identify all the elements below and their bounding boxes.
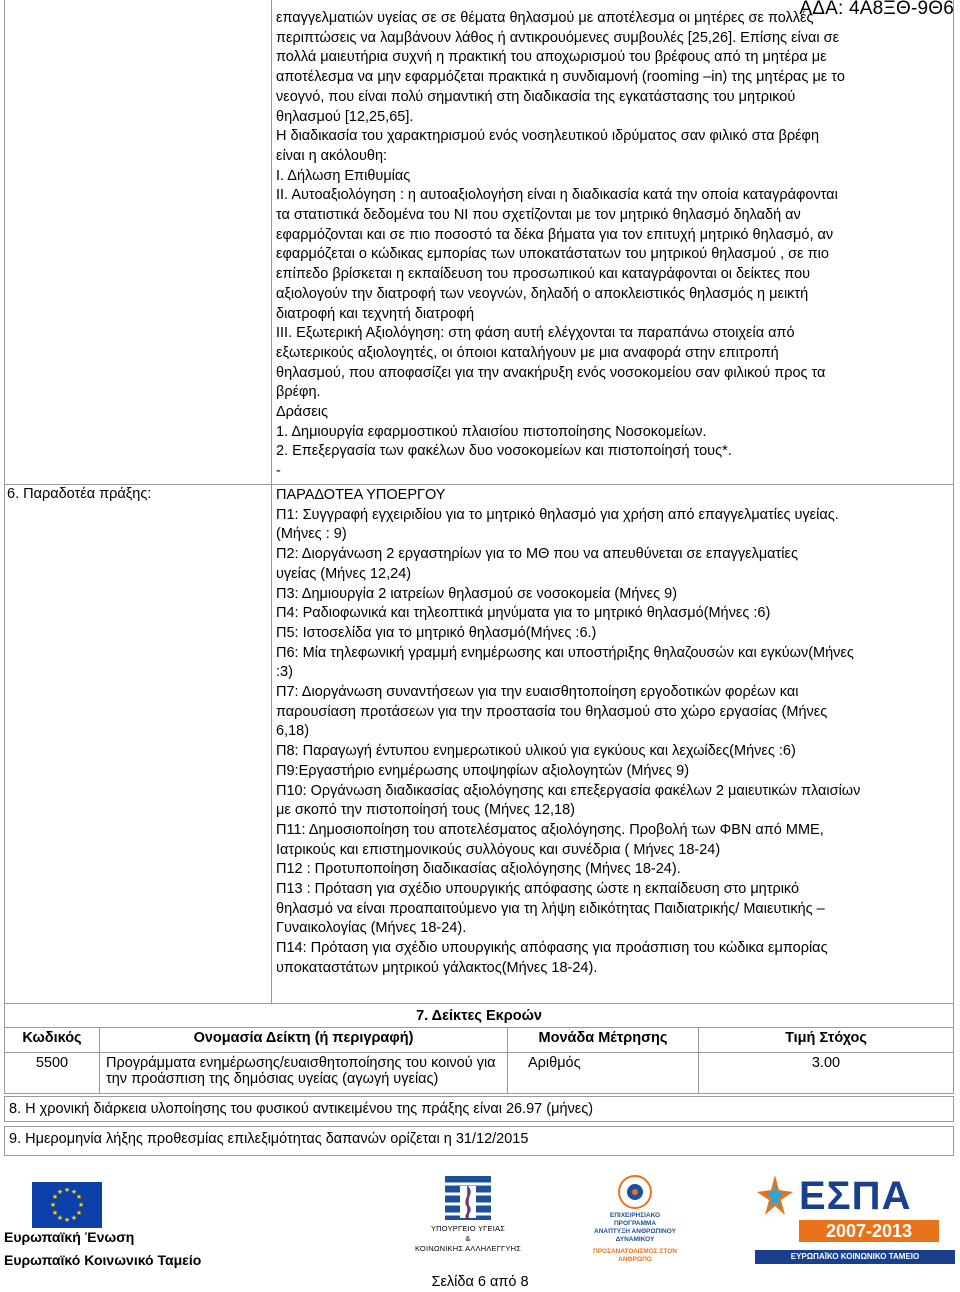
section-6-label: 6. Παραδοτέα πράξης:	[7, 486, 152, 502]
deliverable-line: θηλασμό να είναι προαπαιτούμενο για τη λήψη ειδικότητας Παιδιατρικής/ Μαιευτικής –	[276, 900, 825, 917]
espa-subtitle: ΕΥΡΩΠΑΪΚΟ ΚΟΙΝΩΝΙΚΟ ΤΑΜΕΙΟ	[755, 1250, 955, 1264]
text-line: πολλά μαιευτήρια συχνή η πρακτική του αποχωρισμού του βρέφους από τη μητέρα με	[276, 49, 827, 66]
text-line: διατροφή και τεχνητή διατροφή	[276, 305, 475, 322]
svg-text:★: ★	[49, 1201, 57, 1209]
text-line: ΙΙ. Αυτοαξιολόγηση : η αυτοαξιολογήση είναι η διαδικασία κατά την οποία καταγράφονται	[276, 187, 838, 204]
deliverable-line: Π2: Διοργάνωση 2 εργαστηρίων για το ΜΘ που να απευθύνεται σε επαγγελματίες	[276, 546, 798, 563]
svg-text:★: ★	[56, 1214, 64, 1222]
table-row	[5, 1053, 954, 1094]
text-line: 2. Επεξεργασία των φακέλων δυο νοσοκομείων και πιστοποίησή τους*.	[276, 443, 732, 460]
deliverable-line: υποκαταστάτων μητρικού γάλακτος(Μήνες 18-24).	[276, 959, 598, 976]
svg-text:★: ★	[51, 1209, 59, 1217]
espa-star-icon	[755, 1170, 795, 1230]
ministry-name: ΥΠΟΥΡΓΕΙΟ ΥΓΕΙΑΣ & ΚΟΙΝΩΝΙΚΗΣ ΑΛΛΗΛΕΓΓΥΗΣ	[414, 1224, 522, 1253]
deliverables-list	[276, 486, 944, 979]
indicator-target: 3.00	[699, 1053, 954, 1094]
svg-text:★: ★	[51, 1193, 59, 1201]
text-line: αξιολογούν την διατροφή των νεογνών, δηλαδή ο αποκλειστικός θηλασμός η μεικτή	[276, 285, 809, 302]
svg-text:★: ★	[70, 1214, 78, 1222]
text-line: επαγγελματιών υγείας σε σε θέματα θηλασμού με αποτέλεσμα οι μητέρες σε πολλές	[276, 10, 814, 26]
section-9: 9. Ημερομηνία λήξης προθεσμίας επιλεξιμότητας δαπανών ορίζεται η 31/12/2015	[4, 1126, 954, 1156]
page-number: Σελίδα 6 από 8	[431, 1274, 529, 1290]
deliverable-line: Π3: Δημιουργία 2 ιατρείων θηλασμού σε νοσοκομεία (Μήνες 9)	[276, 585, 678, 602]
row-divider	[4, 484, 954, 485]
text-line: θηλασμού [12,25,65].	[276, 108, 414, 125]
svg-text:★: ★	[56, 1188, 64, 1196]
indicators-title: 7. Δείκτες Εκροών	[4, 1003, 954, 1027]
deliverable-line: Ιατρικούς και επιστημονικούς συλλόγους και συνέδρια ( Μήνες 18-24)	[276, 841, 721, 858]
section-8: 8. Η χρονική διάρκεια υλοποίησης του φυσικού αντικειμένου της πράξης είναι 26.97 (μήνες)	[4, 1096, 954, 1122]
deliverable-line: Π14: Πρόταση για σχέδιο υπουργικής απόφασης για προάσπιση του κώδικα εμπορίας	[276, 940, 828, 957]
text-line: είναι η ακόλουθη:	[276, 147, 388, 164]
indicator-unit: Αριθμός	[508, 1053, 699, 1094]
text-line: βρέφη.	[276, 384, 321, 401]
column-header: Ονομασία Δείκτη (ή περιγραφή)	[100, 1028, 508, 1053]
svg-text:★: ★	[63, 1186, 71, 1194]
text-line: εφαρμόζονται και σε πιο ποσοστό τα δέκα βήματα για τον επιτυχή μητρικό θηλασμό, αν	[276, 226, 834, 243]
deliverable-line: Π1: Συγγραφή εγχειριδίου για το μητρικό θηλασμό για χρήση από επαγγελματίες υγείας.	[276, 506, 839, 523]
svg-text:★: ★	[75, 1193, 83, 1201]
text-line: εφαρμόζεται ο κώδικας εμπορίας των υποκατάστατων του μητρικού θηλασμού , σε πιο	[276, 246, 829, 263]
text-line: περιπτώσεις να λαμβάνουν λάθος ή αντικρουόμενες συμβουλές [25,26]. Επίσης είναι σε	[276, 29, 840, 46]
deliverable-line: Γυναικολογίας (Μήνες 18-24).	[276, 920, 467, 937]
indicator-code: 5500	[5, 1053, 100, 1094]
deliverable-line: (Μήνες : 9)	[276, 526, 347, 543]
deliverable-line: Π10: Οργάνωση διαδικασίας αξιολόγησης και επεξεργασία φακέλων 2 μαιευτικών πλαισίων	[276, 782, 861, 799]
deliverable-line: υγείας (Μήνες 12,24)	[276, 565, 412, 582]
deliverable-line: :3)	[276, 664, 293, 681]
deliverable-line: 6,18)	[276, 723, 310, 740]
text-line: 1. Δημιουργία εφαρμοστικού πλαισίου πιστοποίησης Νοσοκομείων.	[276, 423, 707, 440]
text-line: θηλασμού, που αποφασίζει για την ανακήρυξη ενός νοσοκομείου σαν φιλικού προς τα	[276, 364, 826, 381]
text-line: τα στατιστικά δεδομένα του ΝΙ που σχετίζονται με τον μητρικό θηλασμό δηλαδή αν	[276, 207, 801, 224]
svg-text:★: ★	[75, 1209, 83, 1217]
espa-logo	[755, 1170, 955, 1270]
table-header-row	[5, 1028, 954, 1053]
indicator-name: Προγράμματα ενημέρωσης/ευαισθητοποίησης του κοινού για την προάσπιση της δημόσιας υγείας (αγωγή υγείας)	[100, 1053, 508, 1094]
indicators-table	[4, 1027, 954, 1094]
deliverable-line: Π7: Διοργάνωση συναντήσεων για την ευαισθητοποίηση εργοδοτικών φορέων και	[276, 684, 799, 701]
deliverable-line: με σκοπό την πιστοποίησή τους (Μήνες 12,18)	[276, 802, 575, 819]
text-line: -	[276, 463, 281, 480]
espa-years: 2007-2013	[799, 1220, 939, 1242]
deliverable-line: Π4: Ραδιοφωνικά και τηλεοπτικά μηνύματα για το μητρικό θηλασμό(Μήνες :6)	[276, 605, 771, 622]
deliverable-line: Π8: Παραγωγή έντυπου ενημερωτικού υλικού για εγκύους και λεχωίδες(Μήνες :6)	[276, 743, 796, 760]
column-header: Κωδικός	[5, 1028, 100, 1053]
eu-flag-icon	[32, 1182, 102, 1228]
svg-text:★: ★	[77, 1201, 85, 1209]
svg-text:★: ★	[63, 1216, 71, 1224]
deliverable-line: Π5: Ιστοσελίδα για το μητρικό θηλασμό(Μήνες :6.)	[276, 624, 597, 641]
esf-label: Ευρωπαϊκό Κοινωνικό Ταμείο	[4, 1252, 202, 1268]
espa-title: ΕΣΠΑ	[799, 1174, 912, 1218]
deliverable-line: Π9:Εργαστήριο ενημέρωσης υποψηφίων αξιολογητών (Μήνες 9)	[276, 762, 690, 779]
deliverable-line: ΠΑΡΑΔΟΤΕΑ ΥΠΟΕΡΓΟΥ	[276, 487, 446, 503]
deliverable-line: Π13 : Πρόταση για σχέδιο υπουργικής απόφασης ώστε η εκπαίδευση στο μητρικό	[276, 881, 800, 898]
column-header: Τιμή Στόχος	[699, 1028, 954, 1053]
eu-label: Ευρωπαϊκή Ένωση	[4, 1229, 135, 1245]
text-line: επίπεδο βρίσκεται η εκπαίδευση του προσωπικού και καταγράφονται οι δείκτες που	[276, 266, 811, 283]
text-line: Η διαδικασία του χαρακτηρισμού ενός νοσηλευτικού ιδρύματος σαν φιλικό στα βρέφη	[276, 128, 820, 145]
text-line: νεογνό, που είναι πολύ σημαντική στη διαδικασία της εγκατάστασης του μητρικού	[276, 88, 796, 105]
deliverable-line: Π11: Δημοσιοποίηση του αποτελέσματος αξιολόγησης. Προβολή των ΦΒΝ από ΜΜΕ,	[276, 821, 824, 838]
deliverable-line: παρουσίαση προτάσεων για την προστασία του θηλασμού στο χώρο εργασίας (Μήνες	[276, 703, 828, 720]
deliverable-line: Π6: Μία τηλεφωνική γραμμή ενημέρωσης και υποστήριξης θηλαζουσών και εγκύων(Μήνες	[276, 644, 854, 661]
ada-code: ΑΔΑ: 4Α8ΞΘ-9Θ6	[799, 0, 954, 19]
text-line: Ι. Δήλωση Επιθυμίας	[276, 167, 411, 184]
text-line: αποτέλεσμα να μην εφαρμόζεται πρακτικά η συνδιαμονή (rooming –in) της μητέρας με το	[276, 69, 845, 86]
description-text	[276, 9, 944, 482]
text-line: ΙΙΙ. Εξωτερική Αξιολόγηση: στη φάση αυτή ελέγχονται τα παραπάνω στοιχεία από	[276, 325, 795, 342]
column-header: Μονάδα Μέτρησης	[508, 1028, 699, 1053]
svg-text:★: ★	[70, 1188, 78, 1196]
text-line: εξωτερικούς αξιολογητές, οι όποιοι καταλήγουν με μια αναφορά στην επιτροπή	[276, 344, 779, 361]
text-line: Δράσεις	[276, 404, 328, 421]
page-footer	[0, 1160, 960, 1292]
operational-programme-logo: ΕΠΙΧΕΙΡΗΣΙΑΚΟ ΠΡΟΓΡΑΜΜΑ ΑΝΑΠΤΥΞΗ ΑΝΘΡΩΠΙΝΟΥ ΔΥΝΑΜΙΚΟΥ ΠΡΟΣΑΝΑΤΟΛΙΣΜΟΣ ΣΤΟΝ ΑΝΘΡΩΠΟ	[590, 1172, 680, 1262]
deliverable-line: Π12 : Προτυποποίηση διαδικασίας αξιολόγησης (Μήνες 18-24).	[276, 861, 681, 878]
